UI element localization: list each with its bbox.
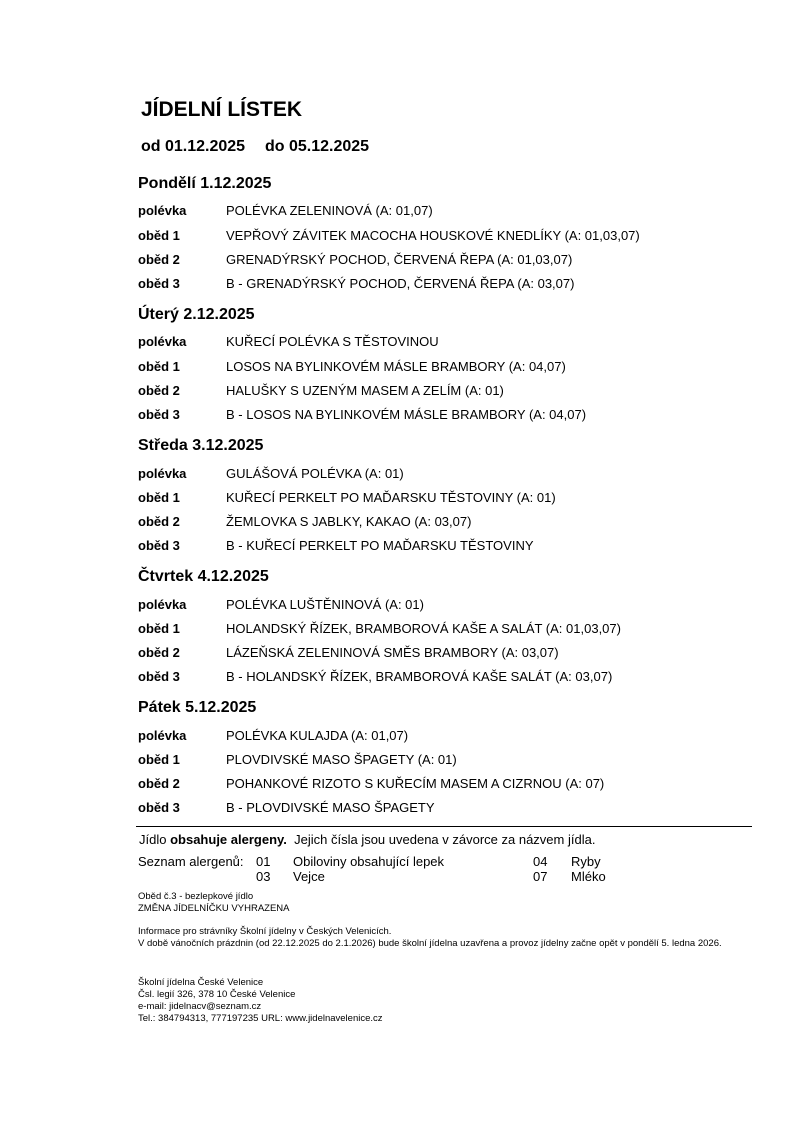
meal-label: oběd 1 [138,228,180,243]
meal-label: oběd 2 [138,514,180,529]
meal-label: oběd 3 [138,800,180,815]
meal-label: polévka [138,597,187,612]
allergen-note-suffix: Jejich čísla jsou uvedena v závorce za názvem jídla. [294,832,596,847]
meal-dish: LOSOS NA BYLINKOVÉM MÁSLE BRAMBORY (A: 04,07) [226,359,566,374]
note-menu-change: ZMĚNA JÍDELNÍČKU VYHRAZENA [138,903,290,914]
meal-label: oběd 2 [138,383,180,398]
allergen-note [139,832,595,847]
meal-dish: KUŘECÍ POLÉVKA S TĚSTOVINOU [226,334,439,349]
meal-dish: HALUŠKY S UZENÝM MASEM A ZELÍM (A: 01) [226,383,504,398]
allergen-code: 07 [533,869,548,884]
contact-line: Školní jídelna České Velenice [138,977,264,988]
meal-dish: POLÉVKA ZELENINOVÁ (A: 01,07) [226,203,433,218]
page-title: JÍDELNÍ LÍSTEK [141,98,303,121]
meal-dish: LÁZEŇSKÁ ZELENINOVÁ SMĚS BRAMBORY (A: 03,07) [226,645,559,660]
meal-dish: GULÁŠOVÁ POLÉVKA (A: 01) [226,466,404,481]
meal-label: oběd 3 [138,538,180,553]
meal-dish: ŽEMLOVKA S JABLKY, KAKAO (A: 03,07) [226,514,472,529]
meal-dish: POLÉVKA KULAJDA (A: 01,07) [226,728,409,743]
meal-label: oběd 1 [138,490,180,505]
meal-label: polévka [138,728,187,743]
day-heading: Středa 3.12.2025 [138,437,264,454]
info-line: Informace pro strávníky Školní jídelny v Českých Velenicích. [138,926,392,937]
meal-label: polévka [138,203,187,218]
meal-dish: B - KUŘECÍ PERKELT PO MAĎARSKU TĚSTOVINY [226,538,534,553]
meal-label: oběd 3 [138,276,180,291]
day-heading: Čtvrtek 4.12.2025 [138,568,269,585]
meal-dish: HOLANDSKÝ ŘÍZEK, BRAMBOROVÁ KAŠE A SALÁT (A: 01,03,07) [226,621,621,636]
meal-dish: B - PLOVDIVSKÉ MASO ŠPAGETY [226,800,435,815]
meal-dish: POHANKOVÉ RIZOTO S KUŘECÍM MASEM A CIZRNOU (A: 07) [226,776,605,791]
contact-line: Čsl. legií 326, 378 10 České Velenice [138,989,296,1000]
allergen-code: 03 [256,869,271,884]
contact-line: Tel.: 384794313, 777197235 URL: www.jidelnavelenice.cz [138,1013,383,1024]
meal-label: oběd 3 [138,407,180,422]
contact-line: e-mail: jidelnacv@seznam.cz [138,1001,262,1012]
allergen-note-bold: obsahuje alergeny. [170,832,287,847]
meal-dish: KUŘECÍ PERKELT PO MAĎARSKU TĚSTOVINY (A: 01) [226,490,556,505]
meal-dish: GRENADÝRSKÝ POCHOD, ČERVENÁ ŘEPA (A: 01,03,07) [226,252,573,267]
meal-label: polévka [138,334,187,349]
allergen-name: Vejce [293,869,325,884]
allergen-list-label: Seznam alergenů: [138,854,244,869]
day-heading: Úterý 2.12.2025 [138,306,255,323]
meal-dish: B - GRENADÝRSKÝ POCHOD, ČERVENÁ ŘEPA (A: 03,07) [226,276,575,291]
meal-dish: POLÉVKA LUŠTĚNINOVÁ (A: 01) [226,597,424,612]
divider-line [136,826,752,827]
day-heading: Pondělí 1.12.2025 [138,175,272,192]
meal-dish: B - LOSOS NA BYLINKOVÉM MÁSLE BRAMBORY (A: 04,07) [226,407,587,422]
meal-label: oběd 2 [138,776,180,791]
allergen-note-prefix: Jídlo [139,832,167,847]
allergen-code: 04 [533,854,548,869]
allergen-name: Mléko [571,869,606,884]
allergen-name: Ryby [571,854,601,869]
date-from: od 01.12.2025 [141,138,246,155]
day-heading: Pátek 5.12.2025 [138,699,257,716]
meal-label: polévka [138,466,187,481]
info-line: V době vánočních prázdnin (od 22.12.2025 do 2.1.2026) bude školní jídelna uzavřena a provoz jídelny začne opět v pondělí 5. ledna 2026. [138,938,722,949]
note-gluten-free: Oběd č.3 - bezlepkové jídlo [138,891,254,902]
meal-dish: B - HOLANDSKÝ ŘÍZEK, BRAMBOROVÁ KAŠE SALÁT (A: 03,07) [226,669,613,684]
date-to: do 05.12.2025 [265,138,370,155]
allergen-code: 01 [256,854,271,869]
meal-label: oběd 1 [138,359,180,374]
meal-dish: VEPŘOVÝ ZÁVITEK MACOCHA HOUSKOVÉ KNEDLÍKY (A: 01,03,07) [226,228,640,243]
meal-label: oběd 1 [138,621,180,636]
meal-label: oběd 2 [138,252,180,267]
meal-dish: PLOVDIVSKÉ MASO ŠPAGETY (A: 01) [226,752,457,767]
meal-label: oběd 1 [138,752,180,767]
allergen-name: Obiloviny obsahující lepek [293,854,445,869]
meal-label: oběd 2 [138,645,180,660]
meal-label: oběd 3 [138,669,180,684]
